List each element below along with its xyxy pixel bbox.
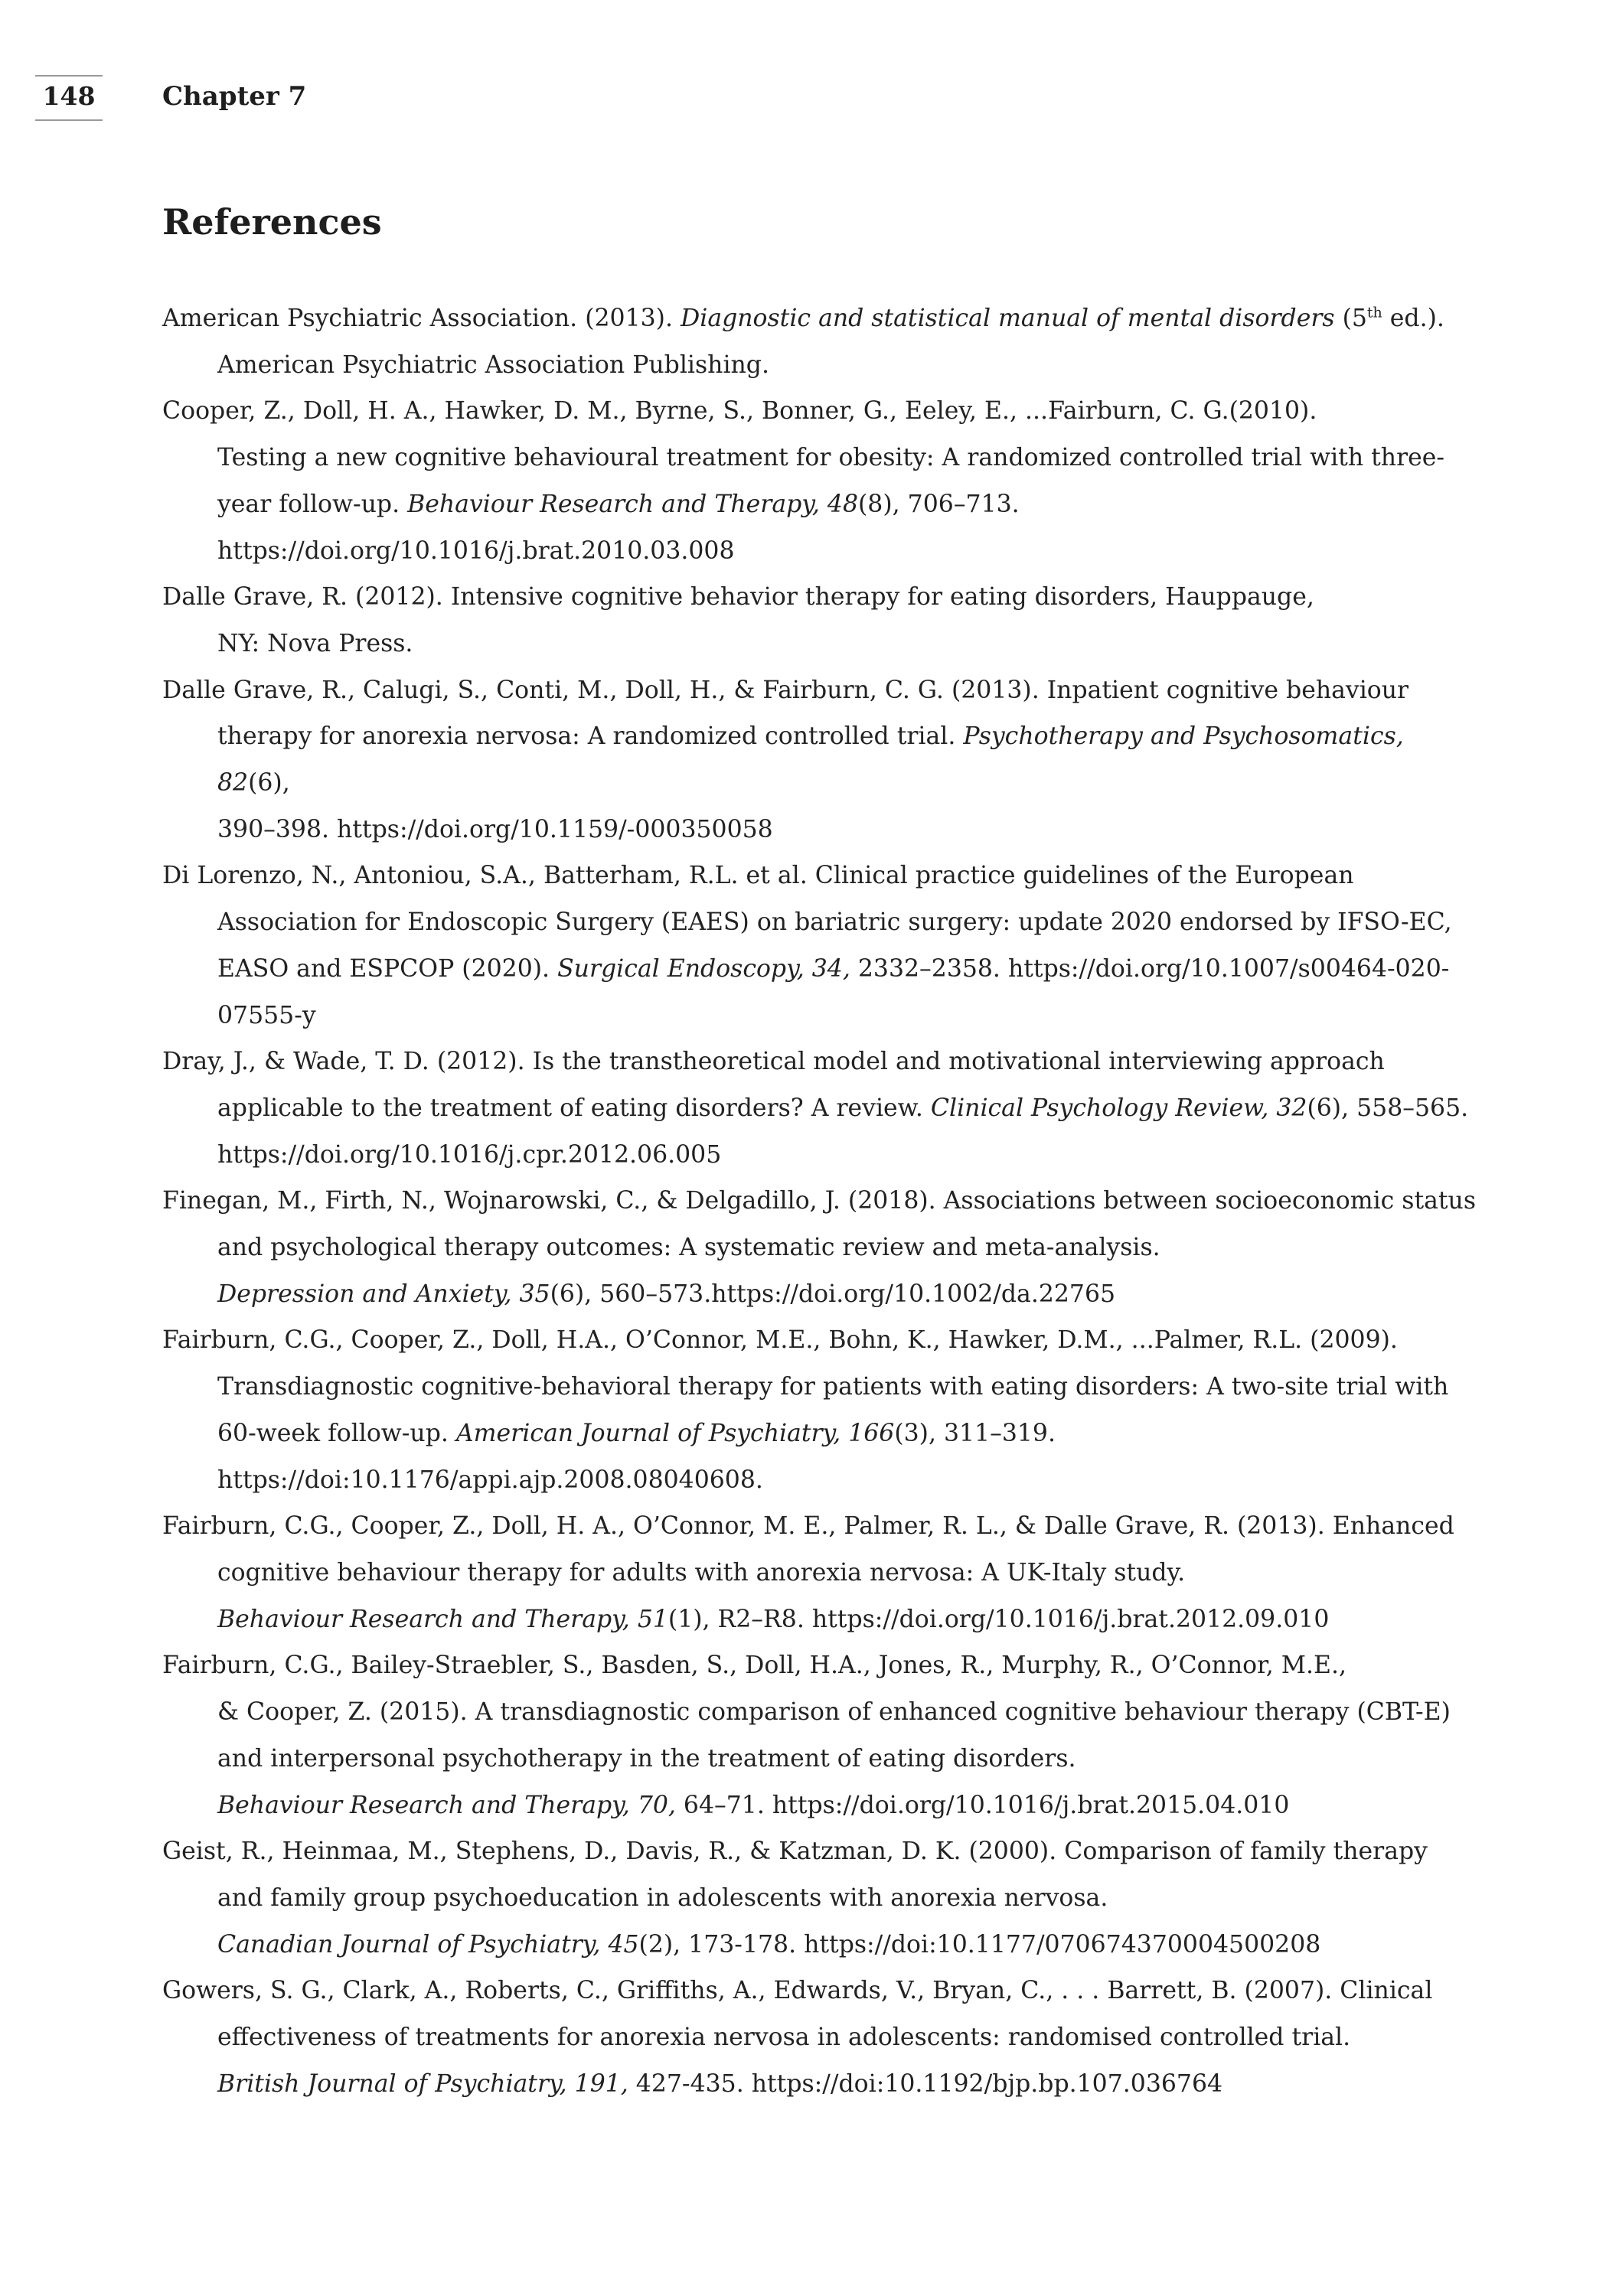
journal-title: Canadian Journal of Psychiatry, 45	[217, 1930, 639, 1958]
chapter-label: Chapter 7	[162, 81, 307, 112]
journal-title: Surgical Endoscopy, 34,	[557, 954, 850, 983]
page-number: 148	[35, 75, 103, 121]
journal-title: Depression and Anxiety, 35	[217, 1280, 550, 1308]
reference-item: Dalle Grave, R. (2012). Intensive cognitive behavior therapy for eating disorders, Hauppauge, NY: Nova Press.	[162, 583, 1314, 657]
reference-item: Dray, J., & Wade, T. D. (2012). Is the transtheoretical model and motivational interviewing approach applicable to the treatment of eating disorders? A review. Clinical Psychology Review, 32(6), 558–565. https://doi.org/10.1016/j.cpr.2012.06.005	[162, 1048, 1469, 1169]
journal-title: Behaviour Research and Therapy, 70,	[217, 1791, 676, 1819]
reference-item: Fairburn, C.G., Cooper, Z., Doll, H. A., O’Connor, M. E., Palmer, R. L., & Dalle Grave, R. (2013). Enhanced cognitive behaviour therapy for adults with anorexia nervosa: A UK-Italy study. Behaviour Research and Therapy, 51(1), R2–R8. https://doi.org/10.1016/j.brat.2012.09.010	[162, 1512, 1454, 1633]
journal-title: Behaviour Research and Therapy, 51	[217, 1605, 668, 1633]
journal-title: Psychotherapy and Psychosomatics, 82	[217, 722, 1404, 797]
page-header	[0, 75, 1619, 121]
book-title: Diagnostic and statistical manual of mental disorders	[680, 305, 1335, 332]
reference-item: Finegan, M., Firth, N., Wojnarowski, C., & Delgadillo, J. (2018). Associations between socioeconomic status and psychological therapy outcomes: A systematic review and meta-analysis. Depression and Anxiety, 35(6), 560–573.https://doi.org/10.1002/da.22765	[162, 1187, 1477, 1308]
journal-title: British Journal of Psychiatry, 191,	[217, 2069, 628, 2098]
reference-list	[162, 295, 1479, 2107]
reference-item: Cooper, Z., Doll, H. A., Hawker, D. M., Byrne, S., Bonner, G., Eeley, E., ...Fairburn, C. G.(2010). Testing a new cognitive behavioural treatment for obesity: A randomized controlled trial with three-year follow-up. Behaviour Research and Therapy, 48(8), 706–713. https://doi.org/10.1016/j.brat.2010.03.008	[162, 397, 1445, 565]
reference-item: Geist, R., Heinmaa, M., Stephens, D., Davis, R., & Katzman, D. K. (2000). Comparison of family therapy and family group psychoeducation in adolescents with anorexia nervosa. Canadian Journal of Psychiatry, 45(2), 173-178. https://doi:10.1177/070674370004500208	[162, 1838, 1428, 1958]
reference-item: Di Lorenzo, N., Antoniou, S.A., Batterham, R.L. et al. Clinical practice guidelines of the European Association for Endoscopic Surgery (EAES) on bariatric surgery: update 2020 endorsed by IFSO-EC, EASO and ESPCOP (2020). Surgical Endoscopy, 34, 2332–2358. https://doi.org/10.1007/s00464-020-07555-y	[162, 862, 1452, 1029]
journal-title: Clinical Psychology Review, 32	[930, 1094, 1307, 1122]
reference-item: American Psychiatric Association. (2013). Diagnostic and statistical manual of mental disorders (5th ed.). American Psychiatric Association Publishing.	[162, 304, 1444, 379]
reference-item: Fairburn, C.G., Bailey-Straebler, S., Basden, S., Doll, H.A., Jones, R., Murphy, R., O’Connor, M.E., & Cooper, Z. (2015). A transdiagnostic comparison of enhanced cognitive behaviour therapy (CBT-E) and interpersonal psychotherapy in the treatment of eating disorders. Behaviour Research and Therapy, 70, 64–71. https://doi.org/10.1016/j.brat.2015.04.010	[162, 1652, 1451, 1819]
reference-item: Fairburn, C.G., Cooper, Z., Doll, H.A., O’Connor, M.E., Bohn, K., Hawker, D.M., ...Palmer, R.L. (2009). Transdiagnostic cognitive-behavioral therapy for patients with eating disorders: A two-site trial with 60-week follow-up. American Journal of Psychiatry, 166(3), 311–319. https://doi:10.1176/appi.ajp.2008.08040608.	[162, 1326, 1449, 1494]
reference-item: Gowers, S. G., Clark, A., Roberts, C., Griffiths, A., Edwards, V., Bryan, C., . . . Barrett, B. (2007). Clinical effectiveness of treatments for anorexia nervosa in adolescents: randomised controlled trial. British Journal of Psychiatry, 191, 427-435. https://doi:10.1192/bjp.bp.107.036764	[162, 1977, 1433, 2098]
section-heading: References	[162, 201, 382, 243]
reference-item: Dalle Grave, R., Calugi, S., Conti, M., Doll, H., & Fairburn, C. G. (2013). Inpatient cognitive behaviour therapy for anorexia nervosa: A randomized controlled trial. Psychotherapy and Psychosomatics, 82(6), 390–398. https://doi.org/10.1159/-000350058	[162, 676, 1409, 843]
journal-title: American Journal of Psychiatry, 166	[455, 1419, 895, 1447]
journal-title: Behaviour Research and Therapy, 48	[407, 490, 859, 518]
